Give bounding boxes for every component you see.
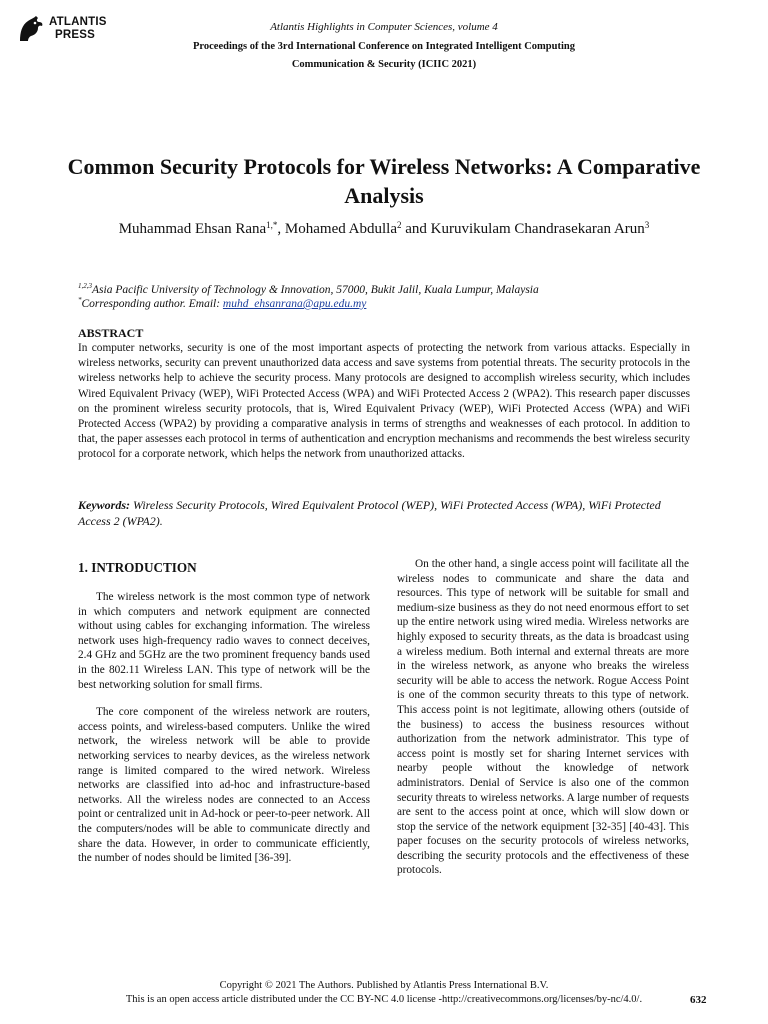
proceedings-line-1: Proceedings of the 3rd International Conference on Integrated Intelligent Computing	[193, 41, 575, 52]
author-name: Mohamed Abdulla	[284, 221, 397, 237]
author-separator: ,	[277, 221, 285, 237]
license-notice: This is an open access article distributed under the CC BY-NC 4.0 license -http://creativecommons.org/licenses/by-nc/4.0/.	[125, 994, 643, 1005]
author-affiliation-mark: 2	[397, 220, 402, 230]
logo-line-1: ATLANTIS	[49, 16, 107, 28]
journal-volume-line: Atlantis Highlights in Computer Sciences, volume 4	[270, 21, 498, 33]
author-affiliation-mark: 1,*	[266, 220, 278, 230]
copyright-notice: Copyright © 2021 The Authors. Published by Atlantis Press International B.V.	[219, 980, 549, 991]
left-column	[78, 560, 370, 879]
section-heading-introduction: 1. INTRODUCTION	[78, 560, 197, 575]
author-name: Kuruvikulam Chandrasekaran Arun	[430, 221, 645, 237]
keywords-text: Wireless Security Protocols, Wired Equivalent Protocol (WEP), WiFi Protected Access (WPA), WiFi Protected Access 2 (WPA2).	[78, 498, 661, 528]
keywords	[78, 498, 690, 529]
affiliation-mark: 1,2,3	[78, 282, 92, 290]
right-column	[397, 557, 689, 891]
paper-title: Common Security Protocols for Wireless Networks: A Comparative Analysis	[67, 154, 701, 208]
page-number: 632	[690, 994, 707, 1006]
corresponding-author-line	[78, 297, 698, 311]
body-paragraph: The core component of the wireless network are routers, access points, and wireless-based computers. Unlike the wired network, the wireless network will be able to provide networking services to nearby devices, as the wireless network range is limited compared to the wired network. Wireless networks are classified into ad-hoc and infrastructure-based networks. All the wireless nodes are connected to an Access point or centralized unit in Ad-hock or peer-to-peer network. All the computers/nodes will be able to communicate directly and share the data. However, in order to communicate efficiently, the number of nodes should be limited [36-39].	[78, 706, 370, 865]
affiliation-text: Asia Pacific University of Technology & Innovation, 57000, Bukit Jalil, Kuala Lumpur, Malaysia	[92, 284, 539, 296]
keywords-label: Keywords:	[78, 498, 130, 512]
author-name: Muhammad Ehsan Rana	[118, 221, 267, 237]
corresponding-label: Corresponding author. Email:	[81, 298, 223, 310]
author-affiliation-mark: 3	[644, 220, 650, 230]
abstract-text: In computer networks, security is one of the most important aspects of protecting the network from various attacks. Especially in wireless networks, security can prevent unauthorized data access and save systems from potential threats. The security protocols in the wireless networks help to achieve the security process. Many protocols are designed to accomplish wireless security, which includes Wired Equivalent Privacy (WEP), WiFi Protected Access (WPA) and WiFi Protected Access 2 (WPA2). This research paper discusses on the prominent wireless security protocols, that is, Wired Equivalent Privacy (WEP), WiFi Protected Access (WPA) and WiFi Protected Access (WPA2) by providing a comparative analysis in terms of strengths and weaknesses of each protocol. In addition to that, the paper assesses each protocol in terms of authentication and encryption mechanisms and recommends the best wireless security protocol for a corporate network, which helps the network from unauthorized attacks.	[78, 342, 690, 461]
affiliation-line	[78, 283, 698, 297]
proceedings-line-2: Communication & Security (ICIIC 2021)	[291, 59, 477, 70]
abstract-heading: ABSTRACT	[78, 326, 144, 340]
author-list	[60, 215, 708, 244]
corresponding-email-link[interactable]: muhd_ehsanrana@apu.edu.my	[222, 298, 367, 310]
body-paragraph: On the other hand, a single access point will facilitate all the wireless nodes to communicate and share the data and resources. This type of network will be suitable for small and medium-size business as they do not need enormous effort to set up the entire network using wired media. Wireless networks are highly exposed to security threats, as the data is broadcast using a wireless medium. Both internal and external threats are more in the wireless network, as anyone who breaks the wireless security will be able to access the network. Rogue Access Point is one of the common security threats to this type of network. This access point is not legitimate, allowing others (outside of the business) to access the business resources without authorization from the network administrator. This type of access point is mostly set for sharing Internet services with nearby people without the knowledge of network administrators. Denial of Service is also one of the common security threats to wireless networks. A large number of requests are sent to the access point at once, which will slow down or stop the service of the network equipment [32-35] [40-43]. This paper focuses on the security protocols of wireless networks, describing the security protocols and the effectiveness of these protocols.	[397, 558, 689, 877]
body-paragraph: The wireless network is the most common type of network in which computers and network equipment are connected without using cables for exchanging information. The wireless network uses high-frequency radio waves to connect deceives, 2.4 GHz and 5GHz are the two prominent frequency bands used in the 802.11 Wireless LAN. This type of network will be the best networking solution for small firms.	[78, 591, 370, 691]
author-separator: and	[401, 221, 431, 237]
logo-line-2: PRESS	[55, 28, 95, 41]
corresponding-mark: *	[78, 296, 82, 304]
